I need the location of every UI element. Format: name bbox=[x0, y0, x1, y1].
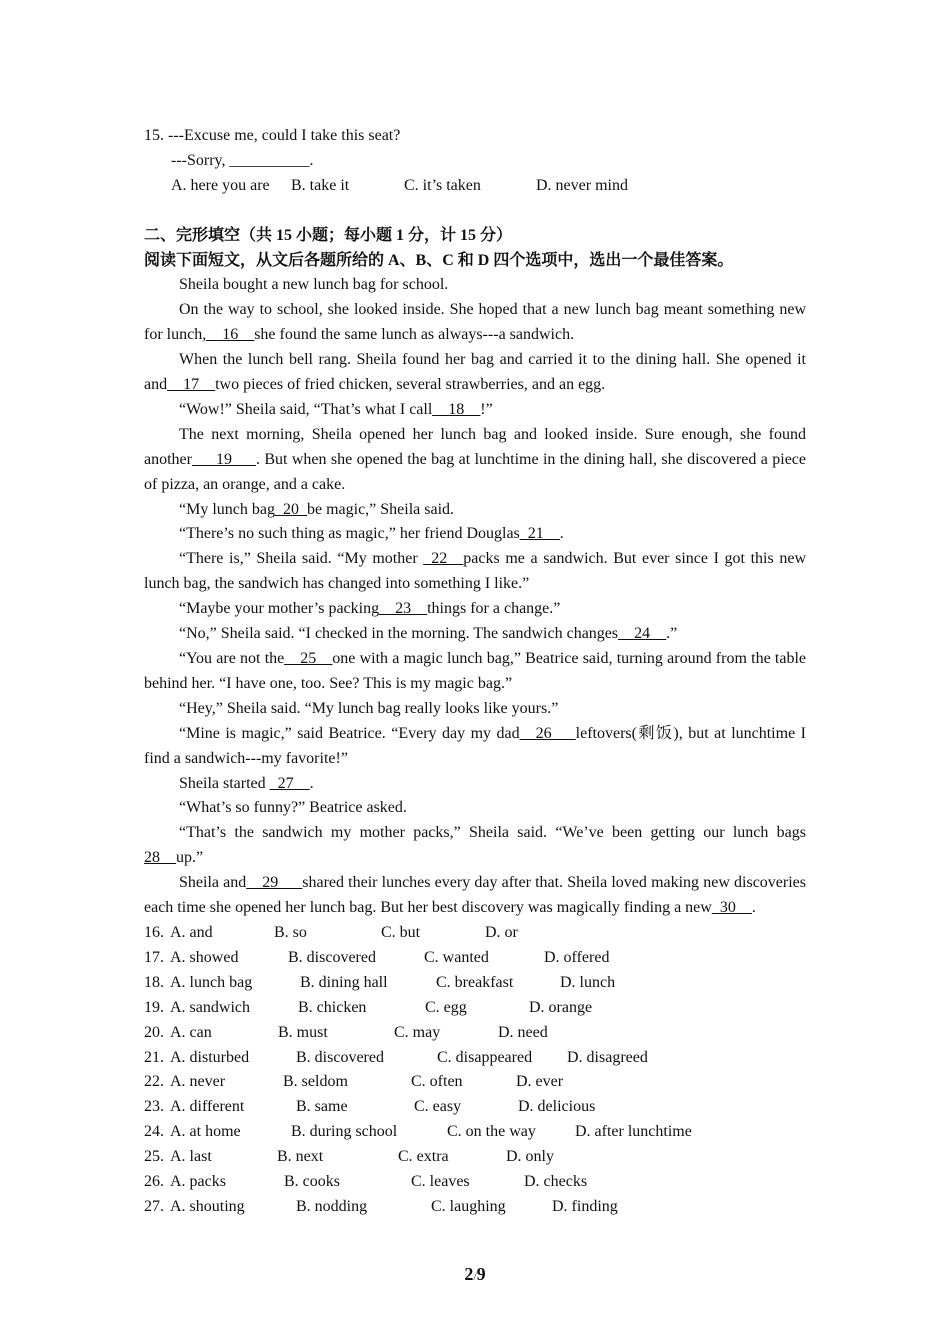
option-a[interactable]: A. showed bbox=[170, 948, 239, 966]
option-a[interactable]: A. can bbox=[170, 1023, 212, 1041]
passage-text: packs me a sandwich. But ever since I got this new lunch bag, the sandwich has changed into something I like.” bbox=[144, 550, 807, 593]
passage-paragraph bbox=[144, 498, 806, 523]
passage-text: Sheila bought a new lunch bag for school. bbox=[179, 276, 449, 294]
option-c[interactable]: C. wanted bbox=[424, 948, 489, 966]
passage-paragraph bbox=[144, 398, 806, 423]
option-d[interactable]: D. after lunchtime bbox=[575, 1123, 692, 1141]
passage-paragraph bbox=[144, 273, 806, 298]
question-number: 26. bbox=[144, 1173, 164, 1191]
passage-text: Sheila and bbox=[179, 874, 247, 892]
passage-text: leftovers(剩饭), but at lunchtime I find a sandwich---my favorite!” bbox=[144, 724, 806, 767]
option-a[interactable]: A. lunch bag bbox=[170, 973, 253, 991]
option-c[interactable]: C. extra bbox=[398, 1148, 449, 1166]
passage-paragraph bbox=[144, 647, 806, 697]
passage-text: .” bbox=[666, 625, 678, 643]
option-c[interactable]: C. easy bbox=[414, 1098, 462, 1116]
option-d[interactable]: D. checks bbox=[524, 1173, 588, 1191]
answer-blank: __16__ bbox=[206, 326, 255, 344]
answer-blank: _21__ bbox=[519, 525, 560, 543]
passage-text: “There’s no such thing as magic,” her friend Douglas bbox=[179, 525, 520, 543]
option-c[interactable]: C. often bbox=[411, 1073, 463, 1091]
answer-blank: _20_ bbox=[274, 500, 307, 518]
question-row bbox=[144, 946, 806, 971]
passage-text: The next morning, Sheila opened her lunch bag and looked inside. Sure enough, she found another bbox=[144, 425, 806, 468]
question-row bbox=[144, 1170, 806, 1195]
passage-text: On the way to school, she looked inside. She hoped that a new lunch bag meant something new for lunch, bbox=[144, 301, 806, 344]
passage-paragraph bbox=[144, 348, 806, 398]
question-row bbox=[144, 1046, 806, 1071]
q15-reply: ---Sorry, __________. bbox=[171, 151, 314, 169]
passage-text: !” bbox=[480, 400, 493, 418]
option-a[interactable]: A. sandwich bbox=[170, 998, 250, 1016]
passage-paragraph bbox=[144, 796, 806, 821]
passage-text: When the lunch bell rang. Sheila found her bag and carried it to the dining hall. She opened it and bbox=[144, 351, 806, 394]
passage-text: . But when she opened the bag at lunchtime in the dining hall, she discovered a piece of pizza, an orange, and a cake. bbox=[144, 450, 806, 493]
option-a[interactable]: A. at home bbox=[170, 1123, 241, 1141]
passage-text: “Mine is magic,” said Beatrice. “Every day my dad bbox=[179, 724, 520, 742]
passage-text: things for a change.” bbox=[427, 600, 561, 618]
passage-text: two pieces of fried chicken, several strawberries, and an egg. bbox=[215, 376, 606, 394]
answer-blank: __26___ bbox=[519, 724, 576, 742]
option-b[interactable]: B. cooks bbox=[284, 1173, 340, 1191]
passage-text: “Hey,” Sheila said. “My lunch bag really looks like yours.” bbox=[179, 699, 559, 717]
option-c[interactable]: C. disappeared bbox=[437, 1048, 533, 1066]
answer-blank: _27__ bbox=[269, 774, 310, 792]
option-b[interactable]: B. discovered bbox=[288, 948, 376, 966]
option-d[interactable]: D. only bbox=[506, 1148, 554, 1166]
passage-paragraph bbox=[144, 722, 806, 772]
option-b[interactable]: B. so bbox=[274, 923, 307, 941]
option-c[interactable]: C. but bbox=[381, 923, 421, 941]
option-d[interactable]: D. or bbox=[485, 923, 518, 941]
passage-paragraph bbox=[144, 597, 806, 622]
passage-text: be magic,” Sheila said. bbox=[306, 500, 455, 518]
section-title: 二、完形填空（共 15 小题；每小题 1 分，计 15 分） bbox=[144, 226, 513, 244]
question-row bbox=[144, 1195, 806, 1220]
option-b[interactable]: B. same bbox=[296, 1098, 348, 1116]
question-number: 23. bbox=[144, 1098, 164, 1116]
option-b[interactable]: B. dining hall bbox=[300, 973, 388, 991]
question-number: 25. bbox=[144, 1148, 164, 1166]
option-b[interactable]: B. seldom bbox=[283, 1073, 348, 1091]
passage bbox=[144, 273, 806, 921]
option-b[interactable]: B. during school bbox=[291, 1123, 398, 1141]
page-separator: / bbox=[473, 1269, 477, 1283]
passage-text: “No,” Sheila said. “I checked in the morning. The sandwich changes bbox=[179, 625, 619, 643]
option-d[interactable]: D. offered bbox=[544, 948, 610, 966]
q15-option-a: A. here you are bbox=[171, 176, 270, 194]
question-row bbox=[144, 1145, 806, 1170]
option-c[interactable]: C. leaves bbox=[411, 1173, 470, 1191]
answer-blank: _22__ bbox=[423, 550, 464, 568]
option-d[interactable]: D. need bbox=[498, 1023, 548, 1041]
option-a[interactable]: A. never bbox=[170, 1073, 226, 1091]
passage-paragraph bbox=[144, 423, 806, 498]
passage-paragraph bbox=[144, 772, 806, 797]
passage-text: “That’s the sandwich my mother packs,” Sheila said. “We’ve been getting our lunch bags bbox=[179, 824, 806, 842]
option-b[interactable]: B. next bbox=[277, 1148, 324, 1166]
question-row bbox=[144, 1021, 806, 1046]
page-total: 9 bbox=[476, 1264, 486, 1284]
spacer bbox=[144, 199, 806, 224]
passage-text: one with a magic lunch bag,” Beatrice said, turning around from the table behind her. “I have one, too. See? This is my magic bag.” bbox=[144, 650, 807, 692]
passage-text: “What’s so funny?” Beatrice asked. bbox=[179, 799, 407, 817]
q15-option-b: B. take it bbox=[291, 176, 350, 194]
answer-blank: _30__ bbox=[711, 899, 752, 917]
passage-text: up.” bbox=[176, 849, 204, 867]
option-a[interactable]: A. and bbox=[170, 923, 213, 941]
question-row bbox=[144, 1120, 806, 1145]
option-b[interactable]: B. discovered bbox=[296, 1048, 384, 1066]
q15-option-c: C. it’s taken bbox=[404, 176, 481, 194]
section-instruction: 阅读下面短文，从文后各题所给的 A、B、C 和 D 四个选项中，选出一个最佳答案。 bbox=[144, 251, 734, 269]
answer-blank: __29___ bbox=[246, 874, 303, 892]
question-list bbox=[144, 921, 806, 1220]
option-b[interactable]: B. chicken bbox=[298, 998, 367, 1016]
question-number: 18. bbox=[144, 973, 164, 991]
question-row bbox=[144, 971, 806, 996]
q15-stem: 15. ---Excuse me, could I take this seat? bbox=[144, 127, 401, 144]
option-a[interactable]: A. shouting bbox=[170, 1197, 245, 1215]
passage-text: . bbox=[309, 774, 314, 792]
passage-paragraph bbox=[144, 547, 806, 597]
option-d[interactable]: D. ever bbox=[516, 1073, 564, 1091]
passage-text: “There is,” Sheila said. “My mother bbox=[179, 550, 424, 568]
question-number: 27. bbox=[144, 1197, 164, 1215]
answer-blank: 28__ bbox=[144, 849, 176, 867]
question-number: 16. bbox=[144, 923, 164, 941]
option-a[interactable]: A. packs bbox=[170, 1173, 226, 1191]
option-d[interactable]: D. orange bbox=[529, 998, 593, 1016]
question-number: 17. bbox=[144, 948, 164, 966]
option-d[interactable]: D. lunch bbox=[560, 973, 616, 991]
answer-blank: __23__ bbox=[379, 600, 428, 618]
passage-paragraph bbox=[144, 622, 806, 647]
document-body bbox=[144, 124, 806, 1220]
question-row bbox=[144, 921, 806, 946]
option-a[interactable]: A. last bbox=[170, 1148, 212, 1166]
option-b[interactable]: B. nodding bbox=[296, 1197, 368, 1215]
answer-blank: __17__ bbox=[167, 376, 216, 394]
question-number: 19. bbox=[144, 998, 164, 1016]
option-c[interactable]: C. may bbox=[394, 1023, 441, 1041]
question-row bbox=[144, 1070, 806, 1095]
page-number: 2 bbox=[464, 1264, 474, 1284]
option-d[interactable]: D. disagreed bbox=[567, 1048, 648, 1066]
page-footer bbox=[0, 1262, 950, 1288]
question-number: 22. bbox=[144, 1073, 164, 1091]
option-c[interactable]: C. breakfast bbox=[436, 973, 514, 991]
passage-text: Sheila started bbox=[179, 774, 270, 792]
option-d[interactable]: D. delicious bbox=[518, 1098, 596, 1116]
option-c[interactable]: C. laughing bbox=[431, 1197, 506, 1215]
option-d[interactable]: D. finding bbox=[552, 1197, 618, 1215]
passage-text: . bbox=[751, 899, 756, 917]
passage-text: “You are not the bbox=[179, 650, 285, 668]
option-a[interactable]: A. different bbox=[170, 1098, 245, 1116]
passage-paragraph bbox=[144, 871, 806, 921]
passage-paragraph bbox=[144, 522, 806, 547]
answer-blank: __25__ bbox=[284, 650, 333, 668]
option-c[interactable]: C. on the way bbox=[447, 1123, 536, 1141]
question-number: 21. bbox=[144, 1048, 164, 1066]
question-row bbox=[144, 1095, 806, 1120]
passage-text: . bbox=[559, 525, 564, 543]
question-number: 20. bbox=[144, 1023, 164, 1041]
question-number: 24. bbox=[144, 1123, 164, 1141]
option-c[interactable]: C. egg bbox=[425, 998, 467, 1016]
passage-text: “My lunch bag bbox=[179, 500, 275, 518]
question-row bbox=[144, 996, 806, 1021]
option-b[interactable]: B. must bbox=[278, 1023, 328, 1041]
answer-blank: __24__ bbox=[618, 625, 667, 643]
answer-blank: __18__ bbox=[432, 400, 481, 418]
q15-options bbox=[144, 174, 806, 199]
passage-paragraph bbox=[144, 821, 806, 871]
passage-text: she found the same lunch as always---a sandwich. bbox=[254, 326, 575, 344]
q15-option-d: D. never mind bbox=[536, 176, 628, 194]
passage-text: “Maybe your mother’s packing bbox=[179, 600, 380, 618]
passage-paragraph bbox=[144, 298, 806, 348]
passage-paragraph bbox=[144, 697, 806, 722]
option-a[interactable]: A. disturbed bbox=[170, 1048, 250, 1066]
answer-blank: ___19___ bbox=[191, 450, 256, 468]
passage-text: “Wow!” Sheila said, “That’s what I call bbox=[179, 400, 433, 418]
passage-text: shared their lunches every day after that. Sheila loved making new discoveries each time she opened her lunch bag. But her best discovery was magically finding a new bbox=[144, 874, 807, 917]
